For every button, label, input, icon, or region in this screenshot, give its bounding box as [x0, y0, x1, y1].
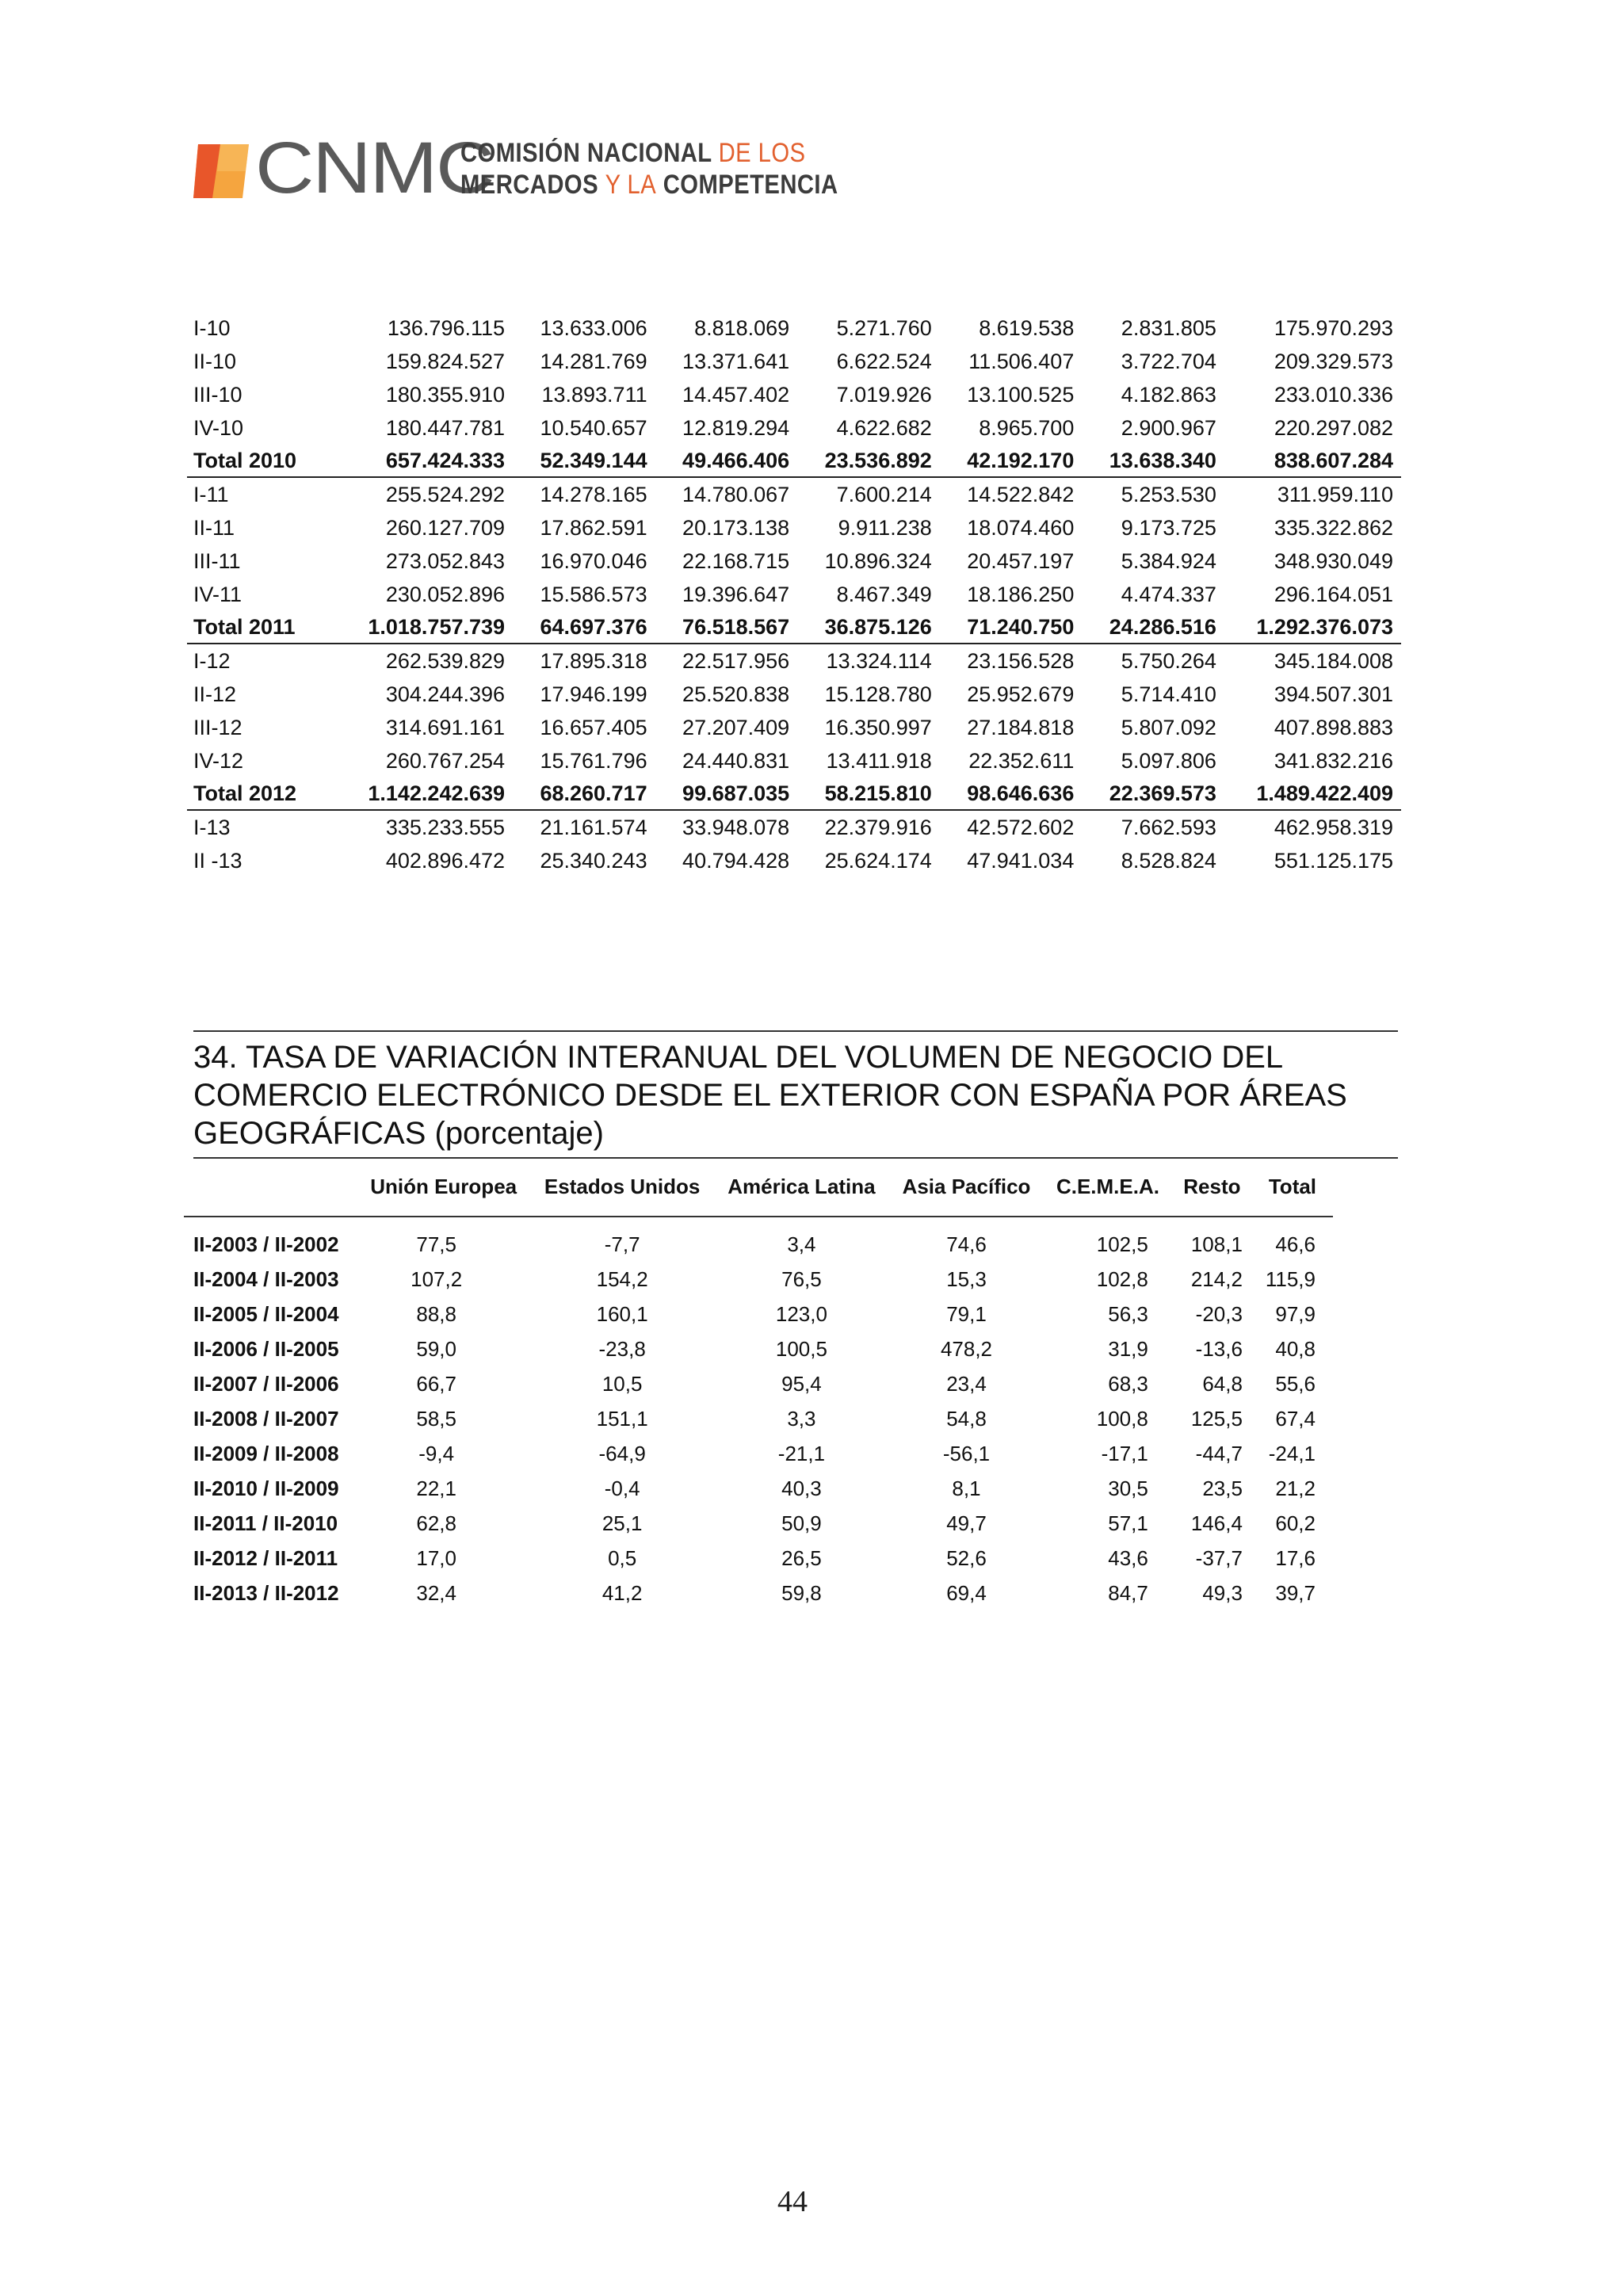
table-row [184, 1436, 1333, 1471]
table-cell: 15.761.796 [540, 748, 647, 773]
table-cell: 18.074.460 [967, 515, 1075, 540]
table-cell: 23.536.892 [797, 445, 940, 477]
row-label: Total 2012 [187, 777, 336, 810]
table-row [187, 544, 1401, 578]
table-cell: 4.474.337 [1121, 582, 1216, 606]
table-cell: 7.019.926 [836, 382, 932, 407]
table-cell: -44,7 [1195, 1441, 1243, 1465]
table-cell: 22.517.956 [682, 648, 790, 673]
table-cell: -13,6 [1195, 1336, 1243, 1361]
table-cell: -37,7 [1195, 1545, 1243, 1570]
table-cell: 17.946.199 [540, 682, 647, 706]
table-cell: 108,1 [1190, 1232, 1243, 1256]
table-cell: 5.097.806 [1121, 748, 1216, 773]
table-cell: -9,4 [418, 1441, 455, 1465]
table-cell: 67,4 [1275, 1406, 1316, 1431]
table-cell: 58,5 [416, 1406, 456, 1431]
table-cell: 16.350.997 [824, 715, 932, 739]
table-cell: 74,6 [946, 1232, 987, 1256]
table-row [187, 678, 1401, 711]
table-cell: 43,6 [1108, 1545, 1148, 1570]
table-row [184, 1297, 1333, 1331]
row-label: II-2003 / II-2002 [193, 1232, 339, 1256]
table-cell: 57,1 [1108, 1511, 1148, 1535]
table-cell: 42.192.170 [940, 445, 1083, 477]
row-label: Total 2010 [187, 445, 336, 477]
table-cell: 296.164.051 [1274, 582, 1393, 606]
table-cell: 17.895.318 [540, 648, 647, 673]
table-cell: -23,8 [598, 1336, 646, 1361]
table-cell: 13.633.006 [540, 315, 647, 340]
table-cell: 100,5 [775, 1336, 827, 1361]
table-cell: 402.896.472 [385, 848, 506, 873]
row-label: II-2009 / II-2008 [193, 1441, 339, 1465]
table-cell: -56,1 [942, 1441, 991, 1465]
table-cell: 6.622.524 [836, 349, 932, 373]
total-row [187, 777, 1401, 810]
row-label: I-10 [193, 315, 231, 340]
table-cell: 102,8 [1096, 1266, 1148, 1291]
table-row [187, 378, 1401, 411]
row-label: II-2006 / II-2005 [193, 1336, 339, 1361]
table-cell: -64,9 [598, 1441, 646, 1465]
table-cell: 19.396.647 [682, 582, 790, 606]
table-cell: 68.260.717 [513, 777, 655, 810]
table-cell: 17,0 [416, 1545, 456, 1570]
table-cell: 335.233.555 [385, 815, 506, 839]
table-cell: 341.832.216 [1274, 748, 1393, 773]
table-cell: -17,1 [1101, 1441, 1148, 1465]
table-cell: 27.184.818 [967, 715, 1075, 739]
table-cell: 16.970.046 [540, 548, 647, 573]
table-row [187, 844, 1401, 877]
table-cell: 102,5 [1096, 1232, 1148, 1256]
table-cell: 2.831.805 [1121, 315, 1216, 340]
table-row [187, 578, 1401, 611]
table-row [187, 345, 1401, 378]
table-cell: 22,1 [416, 1476, 456, 1500]
row-label: II-2012 / II-2011 [193, 1545, 338, 1570]
table-cell: 39,7 [1275, 1580, 1316, 1605]
table-cell: 151,1 [596, 1406, 648, 1431]
table-cell: 71.240.750 [940, 611, 1083, 644]
table-cell: 40.794.428 [682, 848, 790, 873]
table-cell: 15,3 [946, 1266, 987, 1291]
table-cell: 21,2 [1275, 1476, 1316, 1500]
table-cell: 8.965.700 [979, 415, 1075, 440]
table-cell: 462.958.319 [1274, 815, 1393, 839]
table-cell: 159.824.527 [385, 349, 506, 373]
table-row [187, 511, 1401, 544]
table-cell: -20,3 [1195, 1301, 1243, 1326]
table-cell: 1.018.757.739 [336, 611, 513, 644]
table-cell: 136.796.115 [387, 315, 506, 340]
table-row [184, 1401, 1333, 1436]
table-cell: 24.440.831 [682, 748, 790, 773]
table-cell: 68,3 [1108, 1371, 1148, 1396]
table-cell: 273.052.843 [385, 548, 506, 573]
table-cell: 56,3 [1108, 1301, 1148, 1326]
column-header: América Latina [714, 1157, 889, 1217]
table-cell: 262.539.829 [385, 648, 506, 673]
row-label: II-2004 / II-2003 [193, 1266, 339, 1291]
table-cell: 14.780.067 [682, 482, 790, 506]
table-cell: 88,8 [416, 1301, 456, 1326]
table-cell: 1.142.242.639 [336, 777, 513, 810]
table-cell: 8.818.069 [694, 315, 790, 340]
table-cell: 59,0 [416, 1336, 456, 1361]
logo-text-part: Y LA [605, 170, 657, 200]
table-cell: 23.156.528 [967, 648, 1075, 673]
table-cell: 13.100.525 [967, 382, 1075, 407]
table-cell: 8.528.824 [1121, 848, 1216, 873]
table-row [184, 1576, 1333, 1610]
table-cell: 4.622.682 [836, 415, 932, 440]
table-row [187, 810, 1401, 844]
table-cell: 348.930.049 [1274, 548, 1393, 573]
row-label: II-2005 / II-2004 [193, 1301, 339, 1326]
variation-table-body [184, 1217, 1333, 1610]
table-cell: 14.281.769 [540, 349, 647, 373]
table-cell: 5.807.092 [1121, 715, 1216, 739]
table-cell: 18.186.250 [967, 582, 1075, 606]
header-cell-empty [184, 1157, 357, 1217]
logo-text-part: MERCADOS [460, 170, 599, 200]
table-cell: 24.286.516 [1082, 611, 1224, 644]
table-cell: 36.875.126 [797, 611, 940, 644]
table-cell: 98.646.636 [940, 777, 1083, 810]
table-cell: 15.586.573 [540, 582, 647, 606]
row-label: I-13 [193, 815, 231, 839]
table-row [184, 1366, 1333, 1401]
table-cell: 32,4 [416, 1580, 456, 1605]
table-cell: 14.457.402 [682, 382, 790, 407]
table-cell: 230.052.896 [385, 582, 506, 606]
table-cell: 97,9 [1275, 1301, 1316, 1326]
table-cell: 30,5 [1108, 1476, 1148, 1500]
table-cell: 40,3 [781, 1476, 822, 1500]
table-cell: 838.607.284 [1224, 445, 1401, 477]
table-cell: 394.507.301 [1274, 682, 1393, 706]
table-cell: 52.349.144 [513, 445, 655, 477]
table-cell: 260.127.709 [385, 515, 506, 540]
table-cell: 5.750.264 [1121, 648, 1216, 673]
row-label: III-11 [193, 548, 241, 573]
logo-letters: CNMC [255, 128, 494, 208]
table-cell: 3,4 [787, 1232, 816, 1256]
table-cell: 9.911.238 [838, 515, 932, 540]
table-cell: 64.697.376 [513, 611, 655, 644]
table-row [187, 644, 1401, 678]
table-row [184, 1541, 1333, 1576]
table-cell: 59,8 [781, 1580, 822, 1605]
table-cell: 123,0 [775, 1301, 827, 1326]
table-cell: 13.324.114 [826, 648, 932, 673]
quarterly-sales-table [187, 311, 1401, 877]
table-cell: 100,8 [1096, 1406, 1148, 1431]
table-cell: 14.278.165 [540, 482, 647, 506]
table-cell: 47.941.034 [967, 848, 1075, 873]
table-cell: 40,8 [1275, 1336, 1316, 1361]
table-row [187, 477, 1401, 511]
table-cell: 27.207.409 [682, 715, 790, 739]
table-cell: 10.896.324 [824, 548, 932, 573]
table-cell: 13.893.711 [541, 382, 647, 407]
total-row [187, 445, 1401, 477]
table-cell: 55,6 [1275, 1371, 1316, 1396]
table-row [187, 744, 1401, 777]
table-cell: 23,5 [1202, 1476, 1243, 1500]
table-cell: 25.340.243 [540, 848, 647, 873]
table-cell: 314.691.161 [385, 715, 506, 739]
table-cell: 220.297.082 [1274, 415, 1393, 440]
table-cell: 42.572.602 [967, 815, 1075, 839]
table-cell: 260.767.254 [385, 748, 506, 773]
table-cell: 3.722.704 [1121, 349, 1216, 373]
table-cell: 25.952.679 [967, 682, 1075, 706]
table-cell: 79,1 [946, 1301, 987, 1326]
table-cell: 8,1 [952, 1476, 981, 1500]
table-cell: 54,8 [946, 1406, 987, 1431]
table-cell: 84,7 [1108, 1580, 1148, 1605]
table-cell: 77,5 [416, 1232, 456, 1256]
table-cell: 10.540.657 [540, 415, 647, 440]
table-cell: 214,2 [1190, 1266, 1243, 1291]
table-cell: 345.184.008 [1274, 648, 1393, 673]
cnmc-logo [193, 128, 838, 208]
row-label: II-2007 / II-2006 [193, 1371, 339, 1396]
table-cell: 20.173.138 [682, 515, 790, 540]
table-cell: -21,1 [777, 1441, 826, 1465]
table-cell: 22.369.573 [1082, 777, 1224, 810]
table-cell: 5.714.410 [1121, 682, 1216, 706]
table-row [184, 1331, 1333, 1366]
table-cell: 407.898.883 [1274, 715, 1393, 739]
table-cell: 3,3 [787, 1406, 816, 1431]
table-cell: 7.600.214 [836, 482, 932, 506]
row-label: IV-10 [193, 415, 244, 440]
table-cell: 60,2 [1275, 1511, 1316, 1535]
table-cell: 25.624.174 [824, 848, 932, 873]
logo-text-part: COMPETENCIA [663, 170, 838, 200]
table-cell: 23,4 [946, 1371, 987, 1396]
table-row [187, 411, 1401, 445]
column-header: Asia Pacífico [889, 1157, 1044, 1217]
table-cell: 1.489.422.409 [1224, 777, 1401, 810]
row-label: III-12 [193, 715, 242, 739]
table-cell: 62,8 [416, 1511, 456, 1535]
row-label: Total 2011 [187, 611, 336, 644]
section-heading-block [193, 1030, 1398, 1159]
table-cell: 5.271.760 [836, 315, 932, 340]
row-label: II-2013 / II-2012 [193, 1580, 339, 1605]
logo-text-line2 [460, 170, 838, 200]
row-label: II-11 [193, 515, 235, 540]
column-header: Total [1252, 1157, 1333, 1217]
table-cell: 25,1 [601, 1511, 643, 1535]
variation-rate-table [184, 1157, 1333, 1610]
cnmc-logo-mark-icon [193, 141, 252, 200]
table-cell: 14.522.842 [967, 482, 1075, 506]
table-cell: 99.687.035 [655, 777, 798, 810]
table-cell: 26,5 [781, 1545, 822, 1570]
table-cell: 46,6 [1275, 1232, 1316, 1256]
column-header: Estados Unidos [530, 1157, 714, 1217]
column-header: C.E.M.E.A. [1044, 1157, 1172, 1217]
table-cell: 22.168.715 [682, 548, 790, 573]
table-cell: 0,5 [608, 1545, 637, 1570]
table-cell: 17.862.591 [540, 515, 647, 540]
table-cell: 21.161.574 [540, 815, 647, 839]
table-cell: 2.900.967 [1121, 415, 1216, 440]
table-cell: 175.970.293 [1274, 315, 1393, 340]
table-cell: 13.638.340 [1082, 445, 1224, 477]
table-cell: 66,7 [416, 1371, 456, 1396]
quarterly-table-body [187, 311, 1401, 877]
table-cell: 255.524.292 [385, 482, 506, 506]
table-cell: 107,2 [411, 1266, 463, 1291]
row-label: IV-12 [193, 748, 244, 773]
row-label: II-12 [193, 682, 237, 706]
table-cell: -7,7 [604, 1232, 640, 1256]
logo-text-line1 [460, 138, 805, 168]
table-cell: 9.173.725 [1121, 515, 1216, 540]
table-cell: 304.244.396 [385, 682, 506, 706]
table-cell: 180.355.910 [385, 382, 506, 407]
table-cell: 76,5 [781, 1266, 822, 1291]
table-cell: -24,1 [1268, 1441, 1316, 1465]
table-cell: 58.215.810 [797, 777, 940, 810]
table-cell: 5.384.924 [1121, 548, 1216, 573]
column-header: Unión Europea [357, 1157, 530, 1217]
table-cell: 52,6 [946, 1545, 987, 1570]
table-cell: 10,5 [601, 1371, 643, 1396]
table-cell: 69,4 [946, 1580, 987, 1605]
table-cell: 41,2 [601, 1580, 643, 1605]
table-cell: 4.182.863 [1121, 382, 1216, 407]
page-number: 44 [777, 2185, 808, 2218]
spacer-row [184, 1217, 1333, 1227]
table-cell: 8.619.538 [979, 315, 1075, 340]
table-cell: -0,4 [604, 1476, 640, 1500]
table-cell: 11.506.407 [968, 349, 1075, 373]
table-cell: 13.371.641 [682, 349, 790, 373]
table-row [184, 1262, 1333, 1297]
variation-table-header-row [184, 1157, 1333, 1217]
table-cell: 551.125.175 [1274, 848, 1393, 873]
table-cell: 22.352.611 [968, 748, 1075, 773]
table-row [184, 1471, 1333, 1506]
table-row [184, 1227, 1333, 1262]
section-title: 34. TASA DE VARIACIÓN INTERANUAL DEL VOLUMEN DE NEGOCIO DEL COMERCIO ELECTRÓNICO DESDE EL EXTERIOR CON ESPAÑA POR ÁREAS GEOGRÁFICAS (porcentaje) [193, 1040, 1347, 1151]
table-cell: 478,2 [940, 1336, 993, 1361]
table-cell: 8.467.349 [836, 582, 932, 606]
table-cell: 180.447.781 [385, 415, 506, 440]
table-cell: 64,8 [1202, 1371, 1243, 1396]
table-cell: 13.411.918 [826, 748, 932, 773]
table-cell: 154,2 [596, 1266, 648, 1291]
table-cell: 49.466.406 [655, 445, 798, 477]
row-label: II-10 [193, 349, 237, 373]
table-cell: 20.457.197 [967, 548, 1075, 573]
table-cell: 22.379.916 [824, 815, 932, 839]
table-cell: 17,6 [1275, 1545, 1316, 1570]
table-cell: 49,3 [1202, 1580, 1243, 1605]
table-cell: 76.518.567 [655, 611, 798, 644]
table-cell: 1.292.376.073 [1224, 611, 1401, 644]
table-row [184, 1506, 1333, 1541]
spacer-cell [184, 1217, 1333, 1227]
table-cell: 7.662.593 [1121, 815, 1216, 839]
table-cell: 146,4 [1190, 1511, 1243, 1535]
table-cell: 335.322.862 [1274, 515, 1393, 540]
table-row [187, 311, 1401, 345]
column-header: Resto [1172, 1157, 1252, 1217]
logo-text-part: COMISIÓN NACIONAL [460, 138, 712, 168]
table-cell: 49,7 [946, 1511, 987, 1535]
row-label: II-2011 / II-2010 [193, 1511, 338, 1535]
table-cell: 233.010.336 [1274, 382, 1393, 407]
table-cell: 33.948.078 [682, 815, 790, 839]
table-cell: 209.329.573 [1274, 349, 1393, 373]
row-label: I-12 [193, 648, 231, 673]
table-cell: 311.959.110 [1277, 482, 1393, 506]
table-cell: 657.424.333 [336, 445, 513, 477]
row-label: III-10 [193, 382, 242, 407]
table-cell: 95,4 [781, 1371, 822, 1396]
table-cell: 15.128.780 [824, 682, 932, 706]
table-row [187, 711, 1401, 744]
logo-text-part: DE LOS [718, 138, 806, 168]
table-cell: 25.520.838 [682, 682, 790, 706]
row-label: II -13 [193, 848, 242, 873]
row-label: II-2008 / II-2007 [193, 1406, 339, 1431]
table-cell: 31,9 [1108, 1336, 1148, 1361]
table-cell: 16.657.405 [540, 715, 647, 739]
row-label: IV-11 [193, 582, 242, 606]
total-row [187, 611, 1401, 644]
row-label: II-2010 / II-2009 [193, 1476, 339, 1500]
table-cell: 115,9 [1265, 1266, 1316, 1291]
table-cell: 12.819.294 [682, 415, 790, 440]
table-cell: 5.253.530 [1121, 482, 1216, 506]
row-label: I-11 [193, 482, 229, 506]
table-cell: 125,5 [1190, 1406, 1243, 1431]
table-cell: 50,9 [781, 1511, 822, 1535]
table-cell: 160,1 [596, 1301, 648, 1326]
